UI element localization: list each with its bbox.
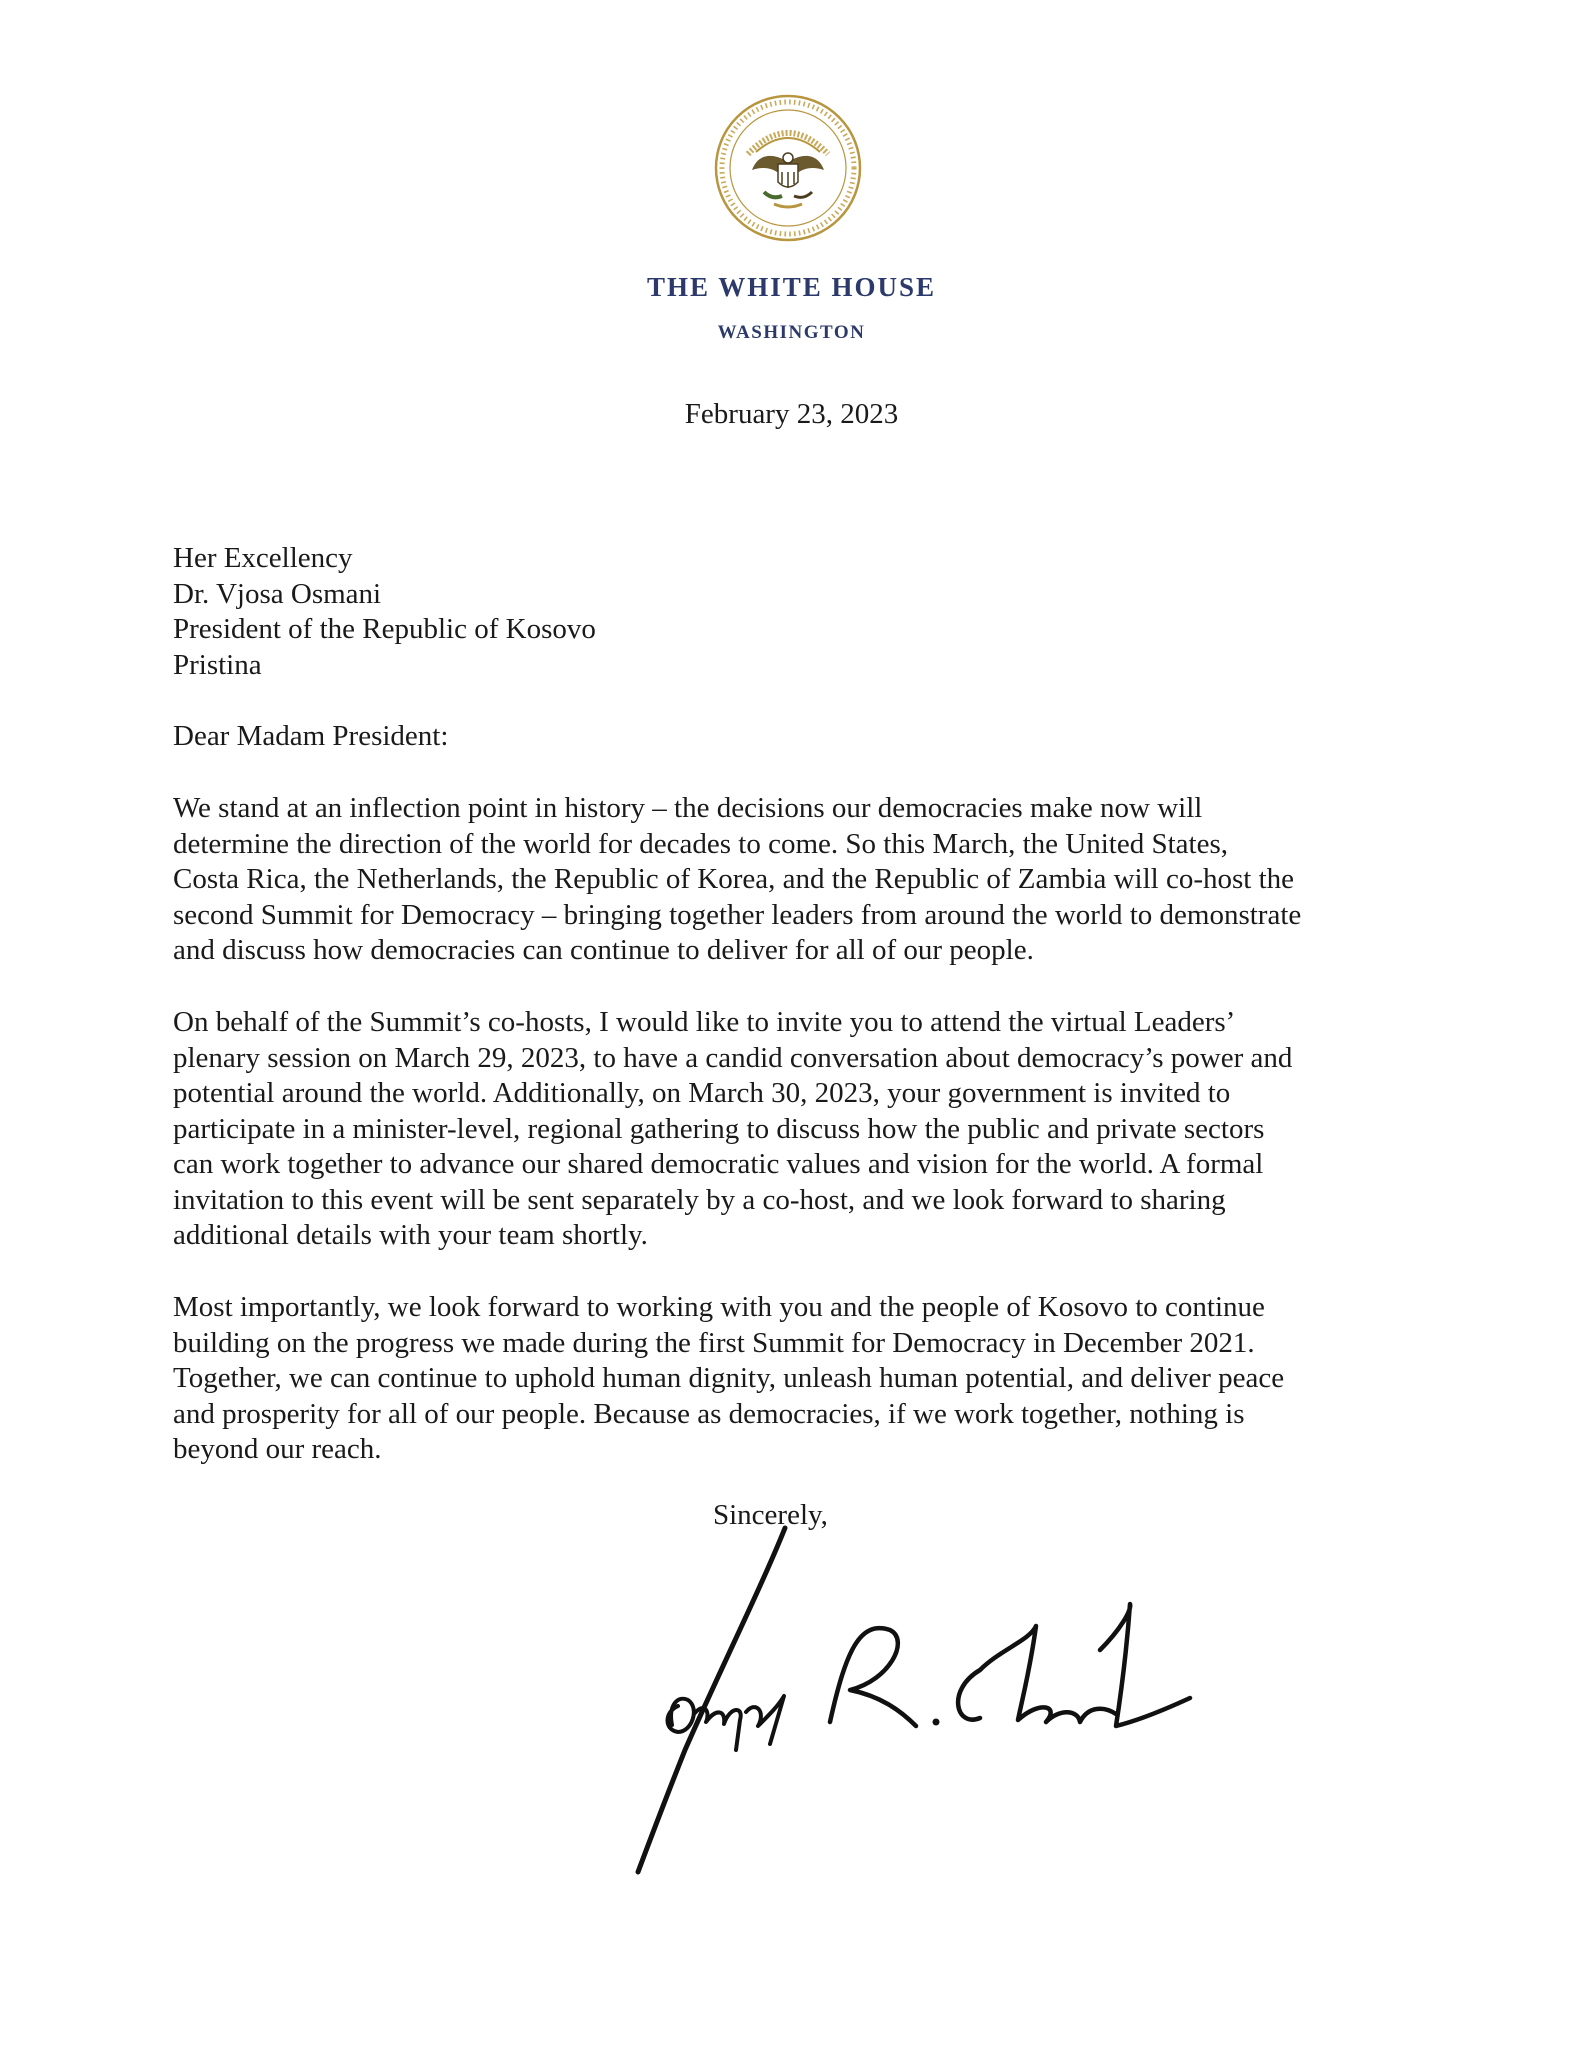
paragraph-1 <box>173 791 1413 969</box>
paragraph-2 <box>173 1005 1413 1254</box>
presidential-seal-icon <box>712 92 864 244</box>
paragraph-line: potential around the world. Additionally, on March 30, 2023, your government is invited to <box>173 1077 1231 1109</box>
addressee-block <box>173 541 1413 683</box>
paragraph-line: determine the direction of the world for decades to come. So this March, the United States, <box>173 827 1228 860</box>
closing: Sincerely, <box>713 1499 828 1531</box>
addressee-line: President of the Republic of Kosovo <box>173 613 596 645</box>
handwritten-signature-icon <box>560 1500 1200 1900</box>
paragraph-line: second Summit for Democracy – bringing together leaders from around the world to demonstrate <box>173 898 1302 931</box>
addressee-line: Pristina <box>173 648 262 681</box>
paragraph-line: Costa Rica, the Netherlands, the Republic of Korea, and the Republic of Zambia will co-host the <box>173 863 1295 895</box>
addressee-line: Her Excellency <box>173 542 353 574</box>
letterhead-location: WASHINGTON <box>717 322 866 343</box>
paragraph-line: can work together to advance our shared democratic values and vision for the world. A formal <box>173 1148 1264 1180</box>
paragraph-line: On behalf of the Summit’s co-hosts, I would like to invite you to attend the virtual Leaders’ <box>173 1006 1236 1038</box>
letterhead-title: THE WHITE HOUSE <box>646 272 937 302</box>
letter-date: February 23, 2023 <box>684 398 899 430</box>
paragraph-line: and discuss how democracies can continue to deliver for all of our people. <box>173 934 1034 966</box>
paragraph-line: plenary session on March 29, 2023, to have a candid conversation about democracy’s power and <box>173 1041 1293 1074</box>
paragraph-line: invitation to this event will be sent separately by a co-host, and we look forward to sharing <box>173 1183 1226 1216</box>
paragraph-line: beyond our reach. <box>173 1433 382 1465</box>
addressee-line: Dr. Vjosa Osmani <box>173 577 382 610</box>
paragraph-line: Together, we can continue to uphold human dignity, unleash human potential, and deliver peace <box>173 1362 1285 1394</box>
paragraph-line: building on the progress we made during the first Summit for Democracy in December 2021. <box>173 1326 1255 1359</box>
paragraph-line: Most importantly, we look forward to working with you and the people of Kosovo to continue <box>173 1291 1265 1323</box>
paragraph-line: additional details with your team shortly. <box>173 1219 648 1251</box>
paragraph-line: We stand at an inflection point in history – the decisions our democracies make now will <box>173 792 1203 824</box>
salutation: Dear Madam President: <box>173 720 449 752</box>
paragraph-3 <box>173 1290 1413 1468</box>
paragraph-line: and prosperity for all of our people. Because as democracies, if we work together, nothing is <box>173 1397 1245 1430</box>
paragraph-line: participate in a minister-level, regional gathering to discuss how the public and private sectors <box>173 1112 1265 1145</box>
